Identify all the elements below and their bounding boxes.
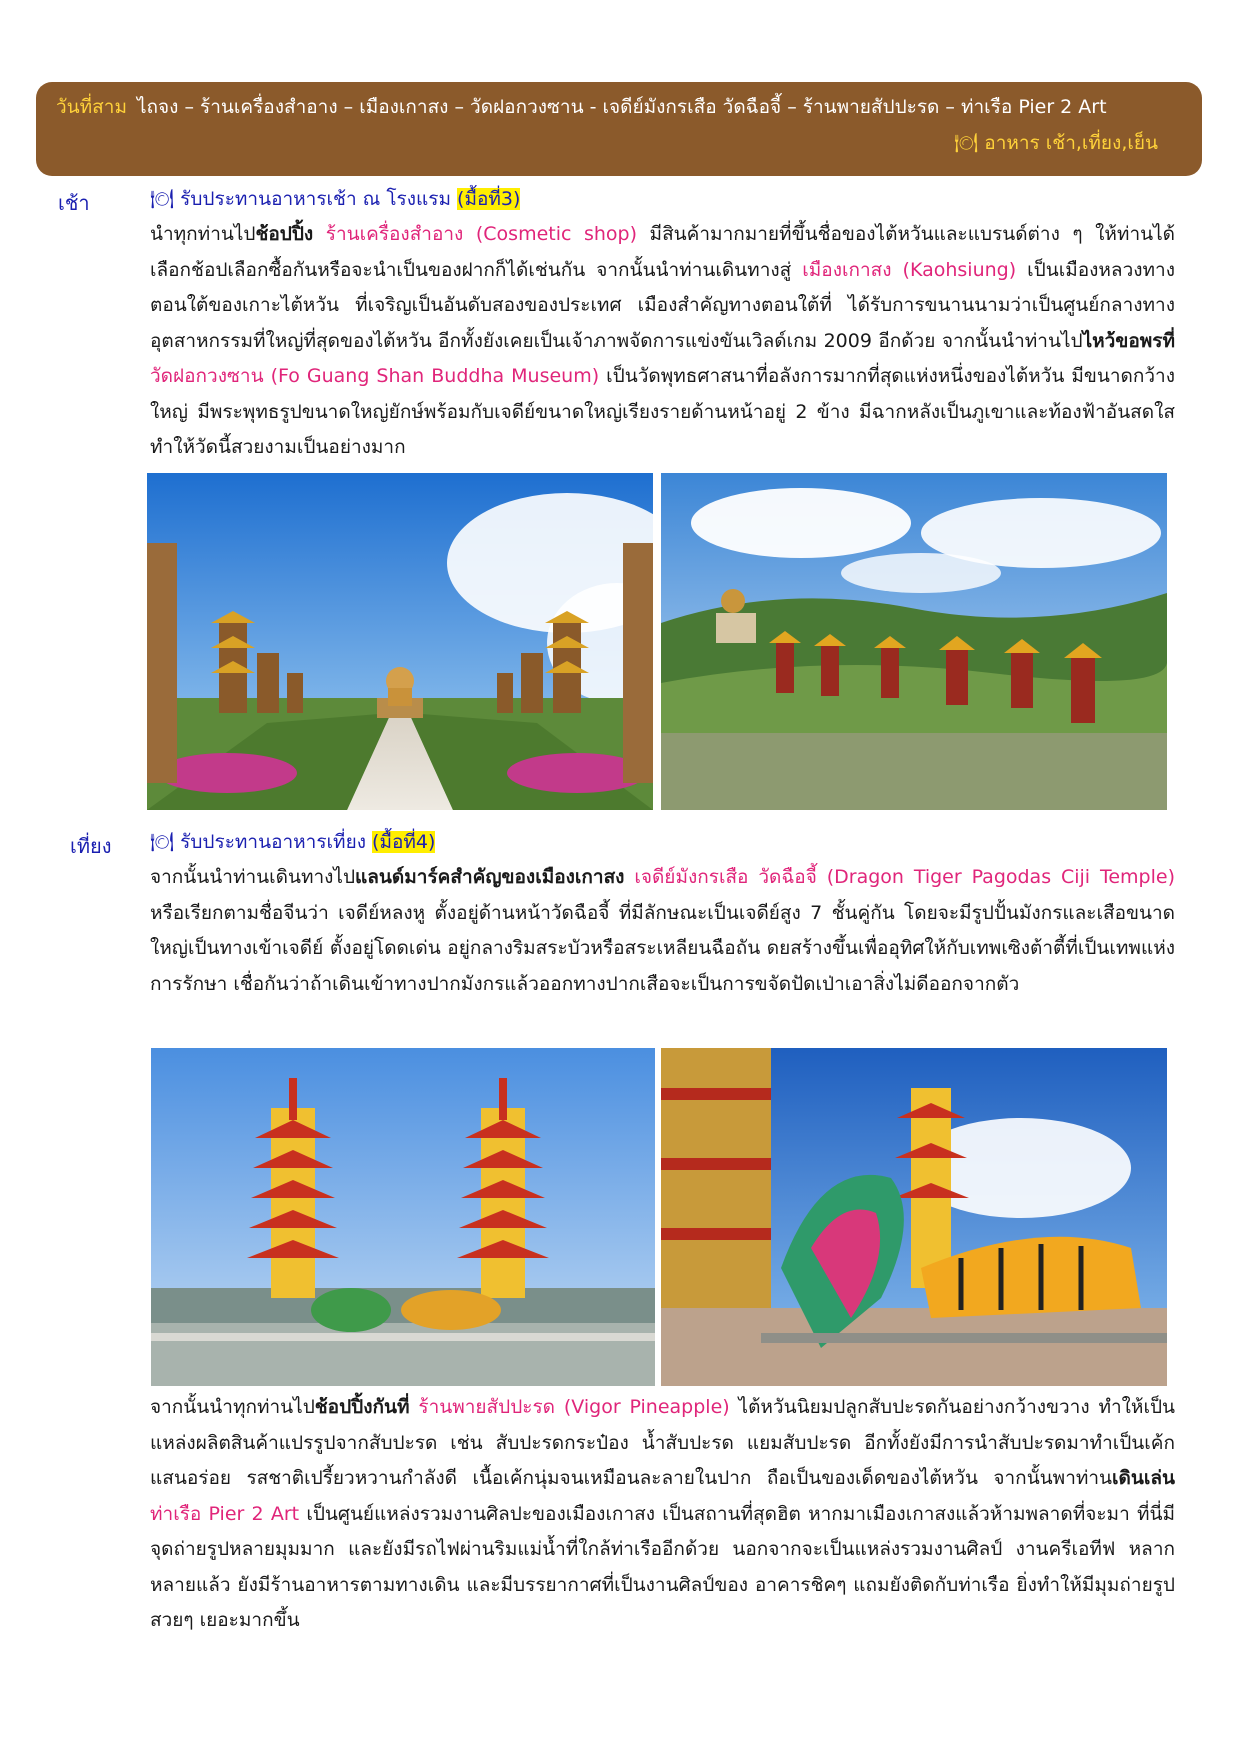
- bold-text: ไหว้ขอพรที่: [1082, 329, 1175, 352]
- banner-meals: 🍽 อาหาร เช้า,เที่ยง,เย็น: [954, 132, 1158, 154]
- place-vigor-pineapple: ร้านพายสัปปะรด (Vigor Pineapple): [418, 1396, 730, 1418]
- photo-dragon-tiger-pagodas: [151, 1048, 655, 1386]
- place-cosmetic-shop: ร้านเครื่องสำอาง (Cosmetic shop): [325, 223, 638, 245]
- text: จากนั้นนำทุกท่านไป: [150, 1396, 315, 1418]
- text: มีสินค้ามากมายที่ขึ้นชื่อของไต้หวันและแบรนด์ต่าง ๆ ให้ท่านได้เลือกช้อปเลือกซื้อกันหรือจะนำเป็นของฝากก็ได้เช่นกัน จากนั้นนำท่านเดินทางสู่: [150, 223, 1175, 281]
- text: [624, 866, 634, 888]
- text: [313, 223, 326, 245]
- meal-breakfast-number: (มื้อที่3): [457, 188, 521, 210]
- bold-text: ช้อปปิ้งกันที่: [314, 1396, 410, 1418]
- photo-dragon-mouth-entrance: [661, 1048, 1167, 1386]
- morning-paragraph: [150, 217, 1175, 466]
- meal-breakfast-text: 🍽 รับประทานอาหารเช้า ณ โรงแรม: [150, 188, 458, 210]
- meal-lunch: [150, 825, 1175, 861]
- text: จากนั้นนำท่านเดินทางไป: [150, 866, 356, 888]
- bold-text: ช้อปปิ้ง: [255, 223, 314, 245]
- text: ไต้หวันนิยมปลูกสับปะรดกันอย่างกว้างขวาง ทำให้เป็นแหล่งผลิตสินค้าแปรรูปจากสับปะรด เช่น สับปะรดกระป๋อง น้ำสับปะรด แยมสับปะรด อีกทั้งยังมีการนำสับปะรดมาทำเป็นเค้กแสนอร่อย รสชาติเปรี้ยวหวานกำลังดี เนื้อเค้กนุ่มจนเหมือนละลายในปาก ถือเป็นของเด็ดของไต้หวัน จากนั้นพาท่าน: [150, 1396, 1176, 1489]
- slot-noon: เที่ยง: [70, 834, 112, 858]
- banner-route: ไถจง – ร้านเครื่องสำอาง – เมืองเกาสง – วัดฝอกวงซาน - เจดีย์มังกรเสือ วัดฉือจี้ – ร้านพายสัปปะรด – ท่าเรือ Pier 2 Art: [136, 96, 1107, 118]
- place-fo-guang-shan: วัดฝอกวงซาน (Fo Guang Shan Buddha Museum): [150, 365, 600, 387]
- meal-lunch-number: (มื้อที่4): [372, 831, 436, 853]
- slot-morning: เช้า: [58, 191, 90, 215]
- bold-text: เดินเล่น: [1112, 1467, 1175, 1489]
- photo-fo-guang-shan-avenue: [147, 473, 653, 810]
- noon-paragraph-pineapple-pier2: [150, 1390, 1175, 1639]
- text: เป็นศูนย์แหล่งรวมงานศิลปะของเมืองเกาสง เป็นสถานที่สุดฮิต หากมาเมืองเกาสงแล้วห้ามพลาดที่จะมา ที่นี่มีจุดถ่ายรูปหลายมุมมาก และยังมีรถไฟผ่านริมแม่น้ำที่ใกล้ท่าเรืออีกด้วย นอกจากจะเป็นแหล่งรวมงานศิลป์ งานครีเอทีฟ หลากหลายแล้ว ยังมีร้านอาหารตามทางเดิน และมีบรรยากาศที่เป็นงานศิลป์ของ อาคารชิคๆ แถมยังติดกับท่าเรือ ยิ่งทำให้มีมุมถ่ายรูปสวยๆ เยอะมากขึ้น: [150, 1502, 1176, 1631]
- bold-text: แลนด์มาร์คสำคัญของเมืองเกาสง: [355, 866, 625, 888]
- text: หรือเรียกตามชื่อจีนว่า เจดีย์หลงหู ตั้งอยู่ด้านหน้าวัดฉือจี้ ที่มีลักษณะเป็นเจดีย์สูง 7 ชั้นคู่กัน โดยจะมีรูปปั้นมังกรและเสือขนาดใหญ่เป็นทางเข้าเจดีย์ ตั้งอยู่โดดเด่น อยู่กลางริมสระบัวหรือสระเหลียนฉือถัน ดยสร้างขึ้นเพื่ออุทิศให้กับเทพเซิงต้าตี้ที่เป็นเทพแห่งการรักษา เชื่อกันว่าถ้าเดินเข้าทางปากมังกรแล้วออกทางปากเสือจะเป็นการขจัดปัดเป่าเอาสิ่งไม่ดีออกจากตัว: [150, 901, 1175, 995]
- day-banner: [36, 82, 1202, 176]
- text: เป็นเมืองหลวงทางตอนใต้ของเกาะไต้หวัน ที่เจริญเป็นอันดับสองของประเทศ เมืองสำคัญทางตอนใต้ที่ ได้รับการขนานนามว่าเป็นศูนย์กลางทางอุตสาหกรรมที่ใหญ่ที่สุดของไต้หวัน อีกทั้งยังเคยเป็นเจ้าภาพจัดการแข่งขันเวิลด์เกม 2009 อีกด้วย จากนั้นนำท่านไป: [150, 258, 1175, 352]
- text: เป็นวัดพุทธศาสนาที่อลังการมากที่สุดแห่งหนึ่งของไต้หวัน มีขนาดกว้างใหญ่ มีพระพุทธรูปขนาดใหญ่ยักษ์พร้อมกับเจดีย์ขนาดใหญ่เรียงรายด้านหน้าอยู่ 2 ข้าง มีฉากหลังเป็นภูเขาและท้องฟ้าอันสดใส ทำให้วัดนี้สวยงามเป็นอย่างมาก: [150, 365, 1175, 458]
- photo-fo-guang-shan-aerial: [661, 473, 1167, 810]
- text: นำทุกท่านไป: [150, 223, 256, 245]
- meal-breakfast: [150, 182, 1175, 218]
- place-dragon-tiger-pagodas: เจดีย์มังกรเสือ วัดฉือจี้ (Dragon Tiger Pagodas Ciji Temple): [634, 866, 1175, 888]
- place-pier-2-art: ท่าเรือ Pier 2 Art: [150, 1502, 300, 1525]
- banner-day: วันที่สาม: [56, 96, 127, 118]
- place-kaohsiung: เมืองเกาสง (Kaohsiung): [802, 258, 1017, 281]
- meal-lunch-text: 🍽 รับประทานอาหารเที่ยง: [150, 831, 373, 853]
- banner-route-line: [56, 94, 1188, 120]
- noon-paragraph-pagodas: [150, 860, 1175, 1002]
